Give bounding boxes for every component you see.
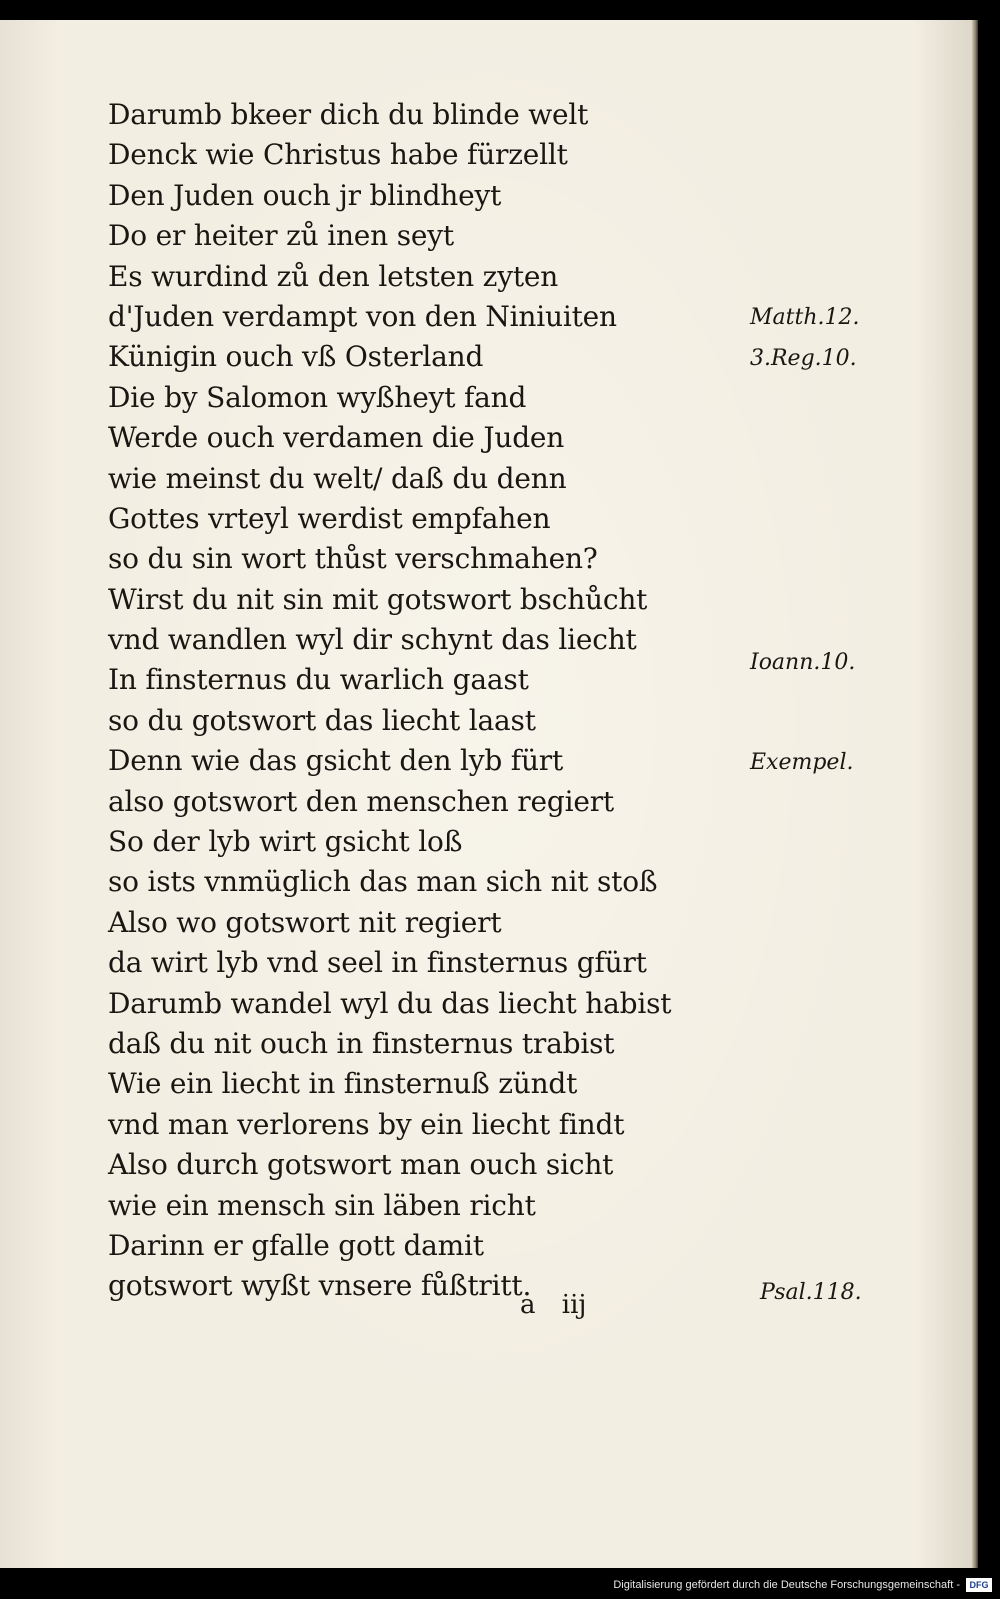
signature-mark: a iij (520, 1290, 587, 1320)
verse-line: daß du nit ouch in finsternus trabist (108, 1026, 615, 1060)
verse-line: Darumb bkeer dich du blinde welt (108, 98, 589, 131)
verse-line: Do er heiter zů inen seyt (108, 219, 454, 253)
verse-line: So der lyb wirt gsicht loß (108, 825, 463, 859)
verse-line: gotswort wyßt vnsere fůßtritt. (108, 1269, 532, 1303)
marginal-note-reg: 3.Reg.10. (750, 346, 857, 371)
verse-line: wie ein mensch sin läben richt (108, 1188, 536, 1222)
verse-text-block (108, 95, 728, 1307)
verse-line: Künigin ouch vß Osterland (108, 340, 484, 374)
verse-line: vnd man verlorens by ein liecht findt (108, 1107, 625, 1141)
verse-line: da wirt lyb vnd seel in finsternus gfürt (108, 946, 647, 980)
funding-credit: Digitalisierung gefördert durch die Deutsche Forschungsgemeinschaft - (613, 1579, 960, 1591)
page-edge (972, 20, 978, 1568)
verse-line: also gotswort den menschen regiert (108, 784, 614, 818)
verse-line: Darumb wandel wyl du das liecht habist (108, 986, 672, 1020)
verse-line: so du sin wort thůst verschmahen? (108, 542, 598, 576)
marginal-note-ioann: Ioann.10. (750, 650, 856, 675)
marginal-note-matth: Matth.12. (750, 305, 860, 330)
verse-line: Denck wie Christus habe fürzellt (108, 138, 568, 172)
verse-line: d'Juden verdampt von den Niniuiten (108, 299, 617, 333)
verse-line: Es wurdind zů den letsten zyten (108, 259, 559, 293)
verse-line: so du gotswort das liecht laast (108, 703, 536, 737)
verse-line: Die by Salomon wyßheyt fand (108, 380, 527, 414)
verse-line: Also durch gotswort man ouch sicht (108, 1148, 614, 1182)
dfg-logo: DFG (966, 1578, 992, 1592)
verse-line: In finsternus du warlich gaast (108, 663, 529, 697)
verse-line: Wirst du nit sin mit gotswort bschůcht (108, 582, 648, 616)
verse-line: Wie ein liecht in finsternuß zündt (108, 1067, 578, 1101)
verse-line: Also wo gotswort nit regiert (108, 905, 502, 939)
verse-line: Gottes vrteyl werdist empfahen (108, 501, 551, 535)
verse-line: so ists vnmüglich das man sich nit stoß (108, 865, 658, 899)
verse-line: Denn wie das gsicht den lyb fürt (108, 744, 564, 778)
marginal-note-psal: Psal.118. (760, 1280, 862, 1305)
verse-line: Darinn er gfalle gott damit (108, 1228, 484, 1262)
verse-line: vnd wandlen wyl dir schynt das liecht (108, 623, 637, 657)
marginal-note-exempel: Exempel. (750, 750, 854, 775)
verse-line: Den Juden ouch jr blindheyt (108, 178, 502, 212)
verse-line: wie meinst du welt/ daß du denn (108, 461, 567, 495)
verse-line: Werde ouch verdamen die Juden (108, 421, 565, 455)
